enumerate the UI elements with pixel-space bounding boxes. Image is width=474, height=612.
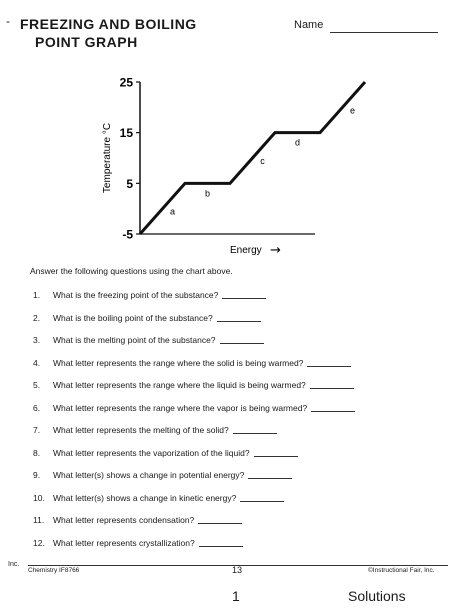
footer-page-number: 13 — [232, 565, 243, 575]
question-item — [33, 380, 354, 390]
question-item — [33, 358, 351, 368]
question-number: 6. — [33, 402, 41, 413]
header-dash: - — [6, 14, 10, 28]
y-tick-label: 5 — [126, 176, 133, 191]
answer-blank[interactable] — [217, 321, 261, 322]
question-text: What is the melting point of the substance? — [53, 335, 216, 345]
question-text: What letter represents the range where the solid is being warmed? — [53, 357, 304, 368]
answer-blank[interactable] — [248, 478, 292, 479]
question-text: What is the boiling point of the substance? — [53, 312, 213, 323]
segment-label: e — [349, 105, 356, 116]
question-text: What letter represents crystallization? — [53, 537, 195, 548]
segment-label: a — [169, 206, 176, 217]
footer-course: Chemistry IF8766 — [28, 567, 80, 574]
question-number: 3. — [33, 335, 41, 345]
name-blank-line[interactable] — [330, 32, 438, 33]
segment-labels — [170, 105, 355, 216]
question-item — [33, 425, 277, 435]
segment-label: c — [260, 156, 265, 166]
freezing-boiling-graph — [90, 70, 390, 260]
answer-blank[interactable] — [307, 366, 351, 367]
y-tick-label: 25 — [119, 75, 133, 90]
answer-blank[interactable] — [240, 501, 284, 502]
question-item — [33, 335, 264, 345]
x-axis-arrow: → — [270, 243, 281, 258]
question-text: What letter represents the vaporization of the liquid? — [53, 447, 250, 458]
segment-label: d — [294, 137, 301, 148]
question-number: 8. — [33, 447, 41, 458]
question-text: What letter represents the melting of the solid? — [53, 425, 229, 435]
y-tick-label: 15 — [119, 126, 133, 141]
instructions: Answer the following questions using the chart above. — [30, 266, 233, 276]
footer-copyright: ©Instructional Fair, Inc. — [368, 567, 435, 574]
answer-blank[interactable] — [233, 433, 277, 434]
worksheet-title-line-1: FREEZING AND BOILING — [20, 16, 197, 32]
answer-blank[interactable] — [311, 411, 355, 412]
question-item — [33, 403, 355, 413]
name-label: Name — [294, 19, 324, 31]
answer-blank[interactable] — [198, 523, 242, 524]
question-item — [33, 313, 261, 323]
segment-label: b — [204, 188, 211, 199]
question-text: What letter(s) shows a change in kinetic energy? — [53, 492, 237, 503]
question-text: What letter represents condensation? — [53, 515, 195, 525]
question-item — [33, 290, 266, 300]
footer-inc: Inc. — [8, 561, 20, 568]
solutions-label: Solutions — [348, 588, 406, 604]
worksheet-title-line-2: POINT GRAPH — [35, 34, 138, 50]
question-number: 4. — [33, 357, 41, 368]
question-number: 9. — [33, 470, 41, 480]
answer-blank[interactable] — [199, 546, 243, 547]
question-number: 11. — [33, 515, 45, 525]
answer-blank[interactable] — [220, 343, 264, 344]
question-number: 7. — [33, 425, 41, 435]
question-item — [33, 538, 243, 548]
question-item — [33, 515, 242, 525]
answer-blank[interactable] — [310, 388, 354, 389]
question-item — [33, 448, 298, 458]
question-text: What letter represents the range where the vapor is being warmed? — [53, 402, 308, 413]
question-text: What is the freezing point of the substance? — [53, 290, 219, 300]
question-number: 5. — [33, 380, 41, 390]
y-axis-label: Temperature °C — [102, 122, 113, 194]
bottom-page-number: 1 — [232, 588, 240, 604]
question-number: 1. — [33, 290, 41, 300]
question-number: 12. — [33, 537, 45, 548]
answer-blank[interactable] — [254, 456, 298, 457]
question-text: What letter(s) shows a change in potential energy? — [53, 470, 245, 480]
y-tick-label: -5 — [122, 227, 133, 242]
answer-blank[interactable] — [222, 298, 266, 299]
question-item — [33, 493, 284, 503]
question-number: 2. — [33, 312, 41, 323]
question-item — [33, 470, 292, 480]
question-number: 10. — [33, 492, 45, 503]
y-axis-ticks — [120, 76, 140, 242]
question-text: What letter represents the range where the liquid is being warmed? — [53, 380, 306, 390]
x-axis-label: Energy — [230, 245, 262, 256]
